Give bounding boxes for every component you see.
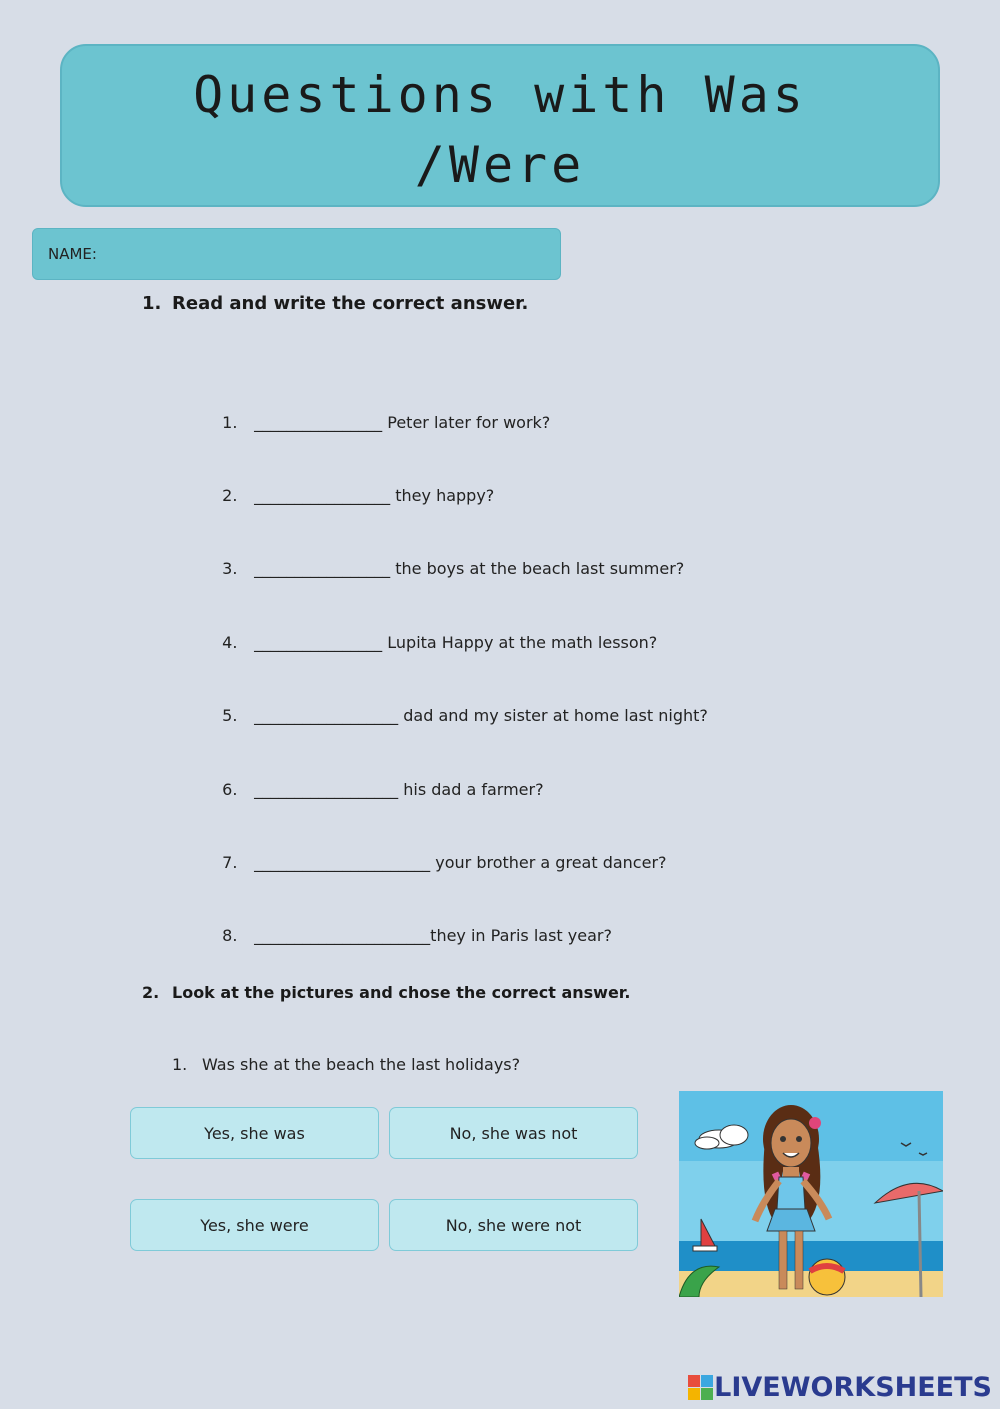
question-number: 3. [222, 559, 238, 578]
section-1-number: 1. [142, 293, 162, 314]
title-banner [60, 44, 940, 207]
option-no-she-was-not-button[interactable]: No, she was not [389, 1107, 638, 1159]
liveworksheets-logo-icon [688, 1375, 714, 1401]
question-number: 5. [222, 706, 238, 725]
question-row [212, 907, 612, 945]
question-row [212, 540, 684, 578]
page-title: Questions with Was /Were [193, 66, 807, 194]
question-text[interactable]: ________________ Lupita Happy at the math lesson? [254, 633, 658, 652]
question-row [212, 761, 544, 799]
name-label: NAME: [48, 245, 97, 263]
picture-question [172, 1055, 520, 1074]
question-number: 2. [222, 486, 238, 505]
question-number: 7. [222, 853, 238, 872]
question-row [212, 834, 667, 872]
question-number: 1. [172, 1055, 188, 1074]
brand-name: LIVEWORKSHEETS [714, 1372, 992, 1403]
question-row [212, 614, 657, 652]
section-2-title: Look at the pictures and chose the correct answer. [172, 983, 631, 1002]
option-yes-she-was-button[interactable]: Yes, she was [130, 1107, 379, 1159]
section-2-number: 2. [142, 983, 160, 1002]
question-number: 4. [222, 633, 238, 652]
question-row [212, 394, 550, 432]
question-row [212, 687, 708, 725]
section-1-heading [142, 293, 528, 314]
question-text[interactable]: __________________ his dad a farmer? [254, 780, 544, 799]
liveworksheets-logo [688, 1372, 992, 1403]
question-row [212, 467, 494, 505]
question-number: 8. [222, 926, 238, 945]
question-text[interactable]: ______________________they in Paris last year? [254, 926, 612, 945]
question-text[interactable]: _________________ they happy? [254, 486, 495, 505]
name-field[interactable] [32, 228, 561, 280]
section-1-title: Read and write the correct answer. [172, 293, 529, 314]
question-text[interactable]: __________________ dad and my sister at home last night? [254, 706, 708, 725]
section-2-heading [142, 983, 631, 1002]
beach-girl-image [679, 1091, 943, 1297]
option-yes-she-were-button[interactable]: Yes, she were [130, 1199, 379, 1251]
question-text: Was she at the beach the last holidays? [202, 1055, 521, 1074]
question-text[interactable]: ______________________ your brother a great dancer? [254, 853, 667, 872]
question-number: 1. [222, 413, 238, 432]
option-no-she-were-not-button[interactable]: No, she were not [389, 1199, 638, 1251]
question-text[interactable]: _________________ the boys at the beach last summer? [254, 559, 685, 578]
question-number: 6. [222, 780, 238, 799]
beach-illustration [679, 1091, 943, 1297]
question-text[interactable]: ________________ Peter later for work? [254, 413, 551, 432]
